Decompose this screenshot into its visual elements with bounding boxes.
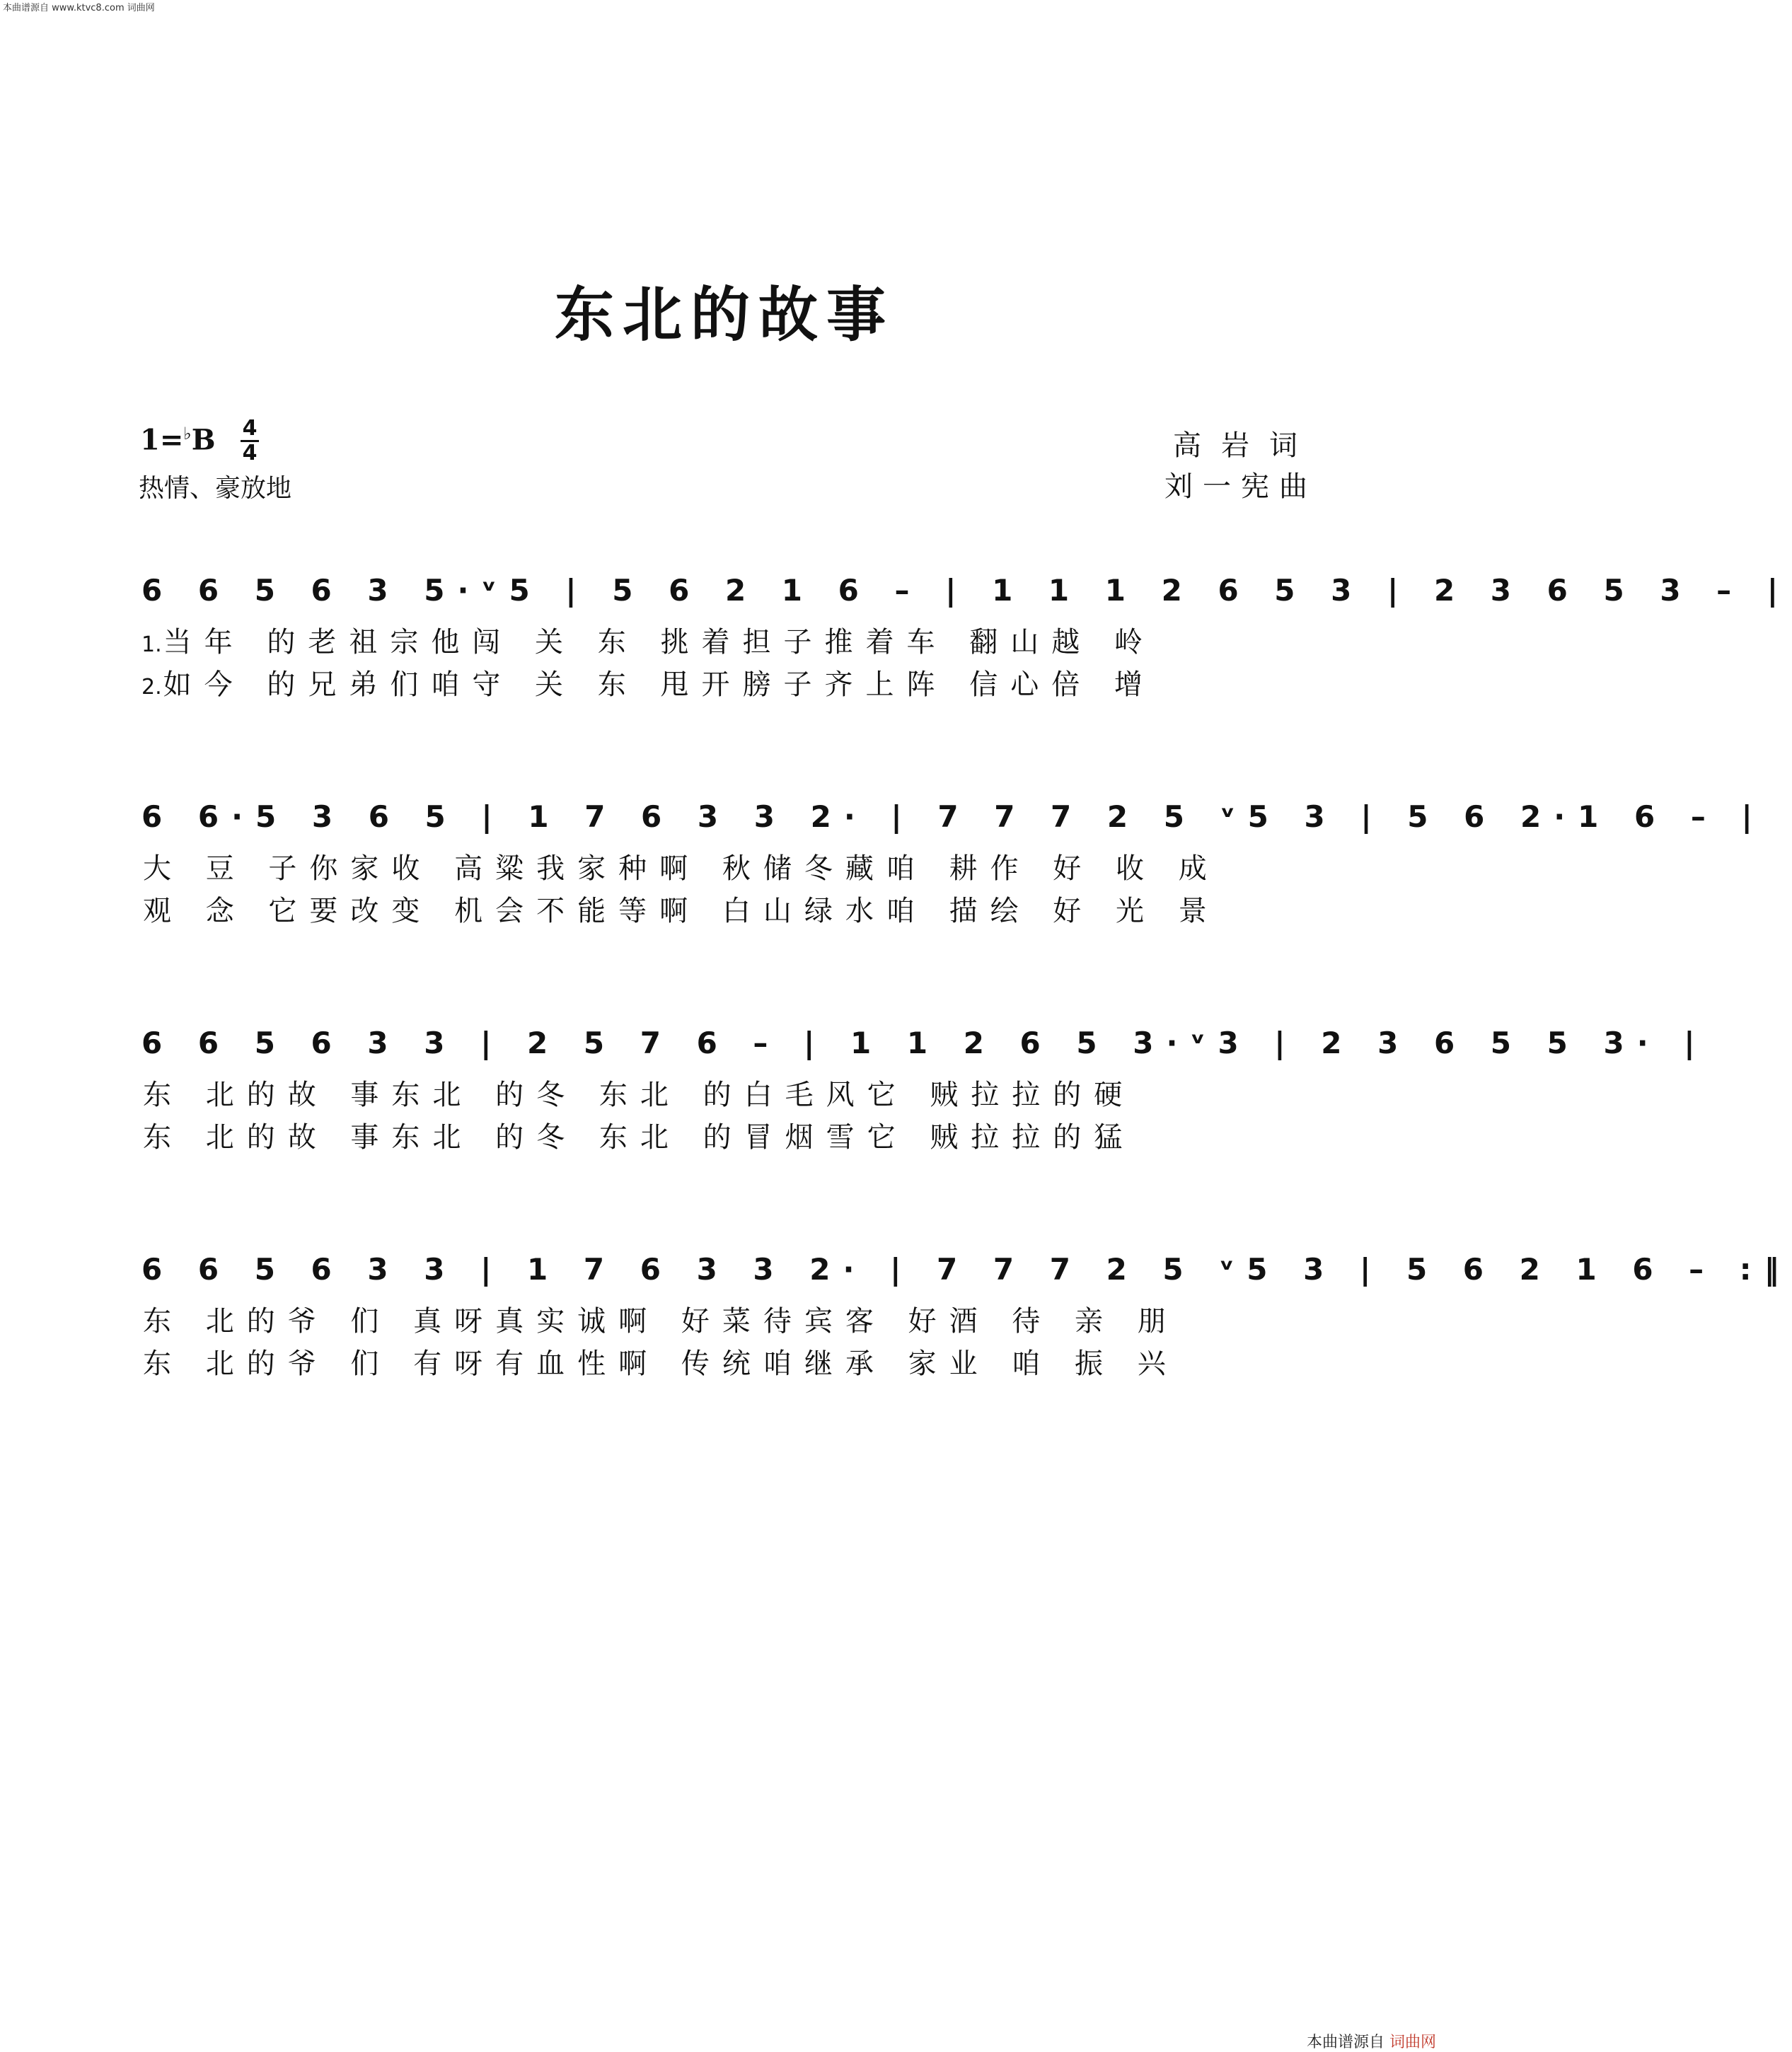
watermark-prefix: 本曲谱源自 — [1306, 2034, 1385, 2051]
key-label: 1= — [140, 423, 184, 457]
watermark-top: 本曲谱源自 www.ktvc8.com 词曲网 — [3, 3, 155, 13]
lyric-line-verse-1 — [141, 620, 1155, 660]
lyric-line-verse-1 — [141, 1072, 1135, 1113]
watermark-bottom — [1307, 2030, 1436, 2052]
composer-credit: 刘一宪曲 — [1164, 470, 1317, 503]
notation-line: 6 6 5 6 3 3 | 1 7 6 3 3 2· | 7 7 7 2 5 ᵛ5 3 | 5 6 2 1 6 – :‖ — [141, 1252, 1792, 1287]
lyric-text: 东 北的爷 们 有呀有血性啊 传统咱继承 家业 咱 振 兴 — [143, 1347, 1179, 1380]
lyric-line-verse-2 — [141, 662, 1155, 702]
lyric-text: 观 念 它要改变 机会不能等啊 白山绿水咱 描绘 好 光 景 — [143, 895, 1220, 927]
lyric-text: 东 北的爷 们 真呀真实诚啊 好菜待宾客 好酒 待 亲 朋 — [143, 1305, 1179, 1338]
tempo-marking: 热情、豪放地 — [139, 474, 292, 503]
lyric-line-verse-2 — [141, 1341, 1179, 1381]
key-signature — [140, 423, 216, 456]
lyric-line-verse-1 — [141, 1299, 1179, 1339]
lyric-text: 东 北的故 事东北 的冬 东北 的冒烟雪它 贼拉拉的猛 — [143, 1121, 1135, 1154]
lyric-line-verse-2 — [141, 888, 1220, 929]
verse-number: 2. — [141, 675, 162, 700]
song-title: 东北的故事 — [554, 279, 894, 349]
lyricist-credit: 高岩词 — [1173, 429, 1317, 462]
lyric-line-verse-2 — [141, 1115, 1135, 1155]
lyric-text: 当年 的老祖宗他闯 关 东 挑着担子推着车 翻山越 岭 — [163, 626, 1155, 659]
notation-line: 6 6 5 6 3 5·ᵛ5 | 5 6 2 1 6 – | 1 1 1 2 6 5 3 | 2 3 6 5 3 – | — [141, 573, 1791, 608]
lyric-text: 如今 的兄弟们咱守 关 东 甩开膀子齐上阵 信心倍 增 — [163, 668, 1155, 701]
time-signature-top: 4 — [242, 416, 258, 441]
lyric-text: 大 豆 子你家收 高粱我家种啊 秋储冬藏咱 耕作 好 收 成 — [143, 852, 1220, 885]
time-signature-bottom: 4 — [242, 441, 258, 465]
lyric-text: 东 北的故 事东北 的冬 东北 的白毛风它 贼拉拉的硬 — [143, 1079, 1135, 1111]
watermark-site: 词曲网 — [1389, 2034, 1436, 2051]
notation-line: 6 6 5 6 3 3 | 2 5 7 6 – | 1 1 2 6 5 3·ᵛ3 | 2 3 6 5 5 3· | — [141, 1026, 1708, 1060]
key-note: B — [191, 423, 216, 457]
lyric-line-verse-1 — [141, 846, 1220, 886]
time-signature — [241, 416, 259, 465]
flat-symbol: ♭ — [183, 423, 192, 444]
notation-line: 6 6·5 3 6 5 | 1 7 6 3 3 2· | 7 7 7 2 5 ᵛ5 3 | 5 6 2·1 6 – | — [141, 799, 1765, 834]
verse-number: 1. — [141, 632, 162, 657]
